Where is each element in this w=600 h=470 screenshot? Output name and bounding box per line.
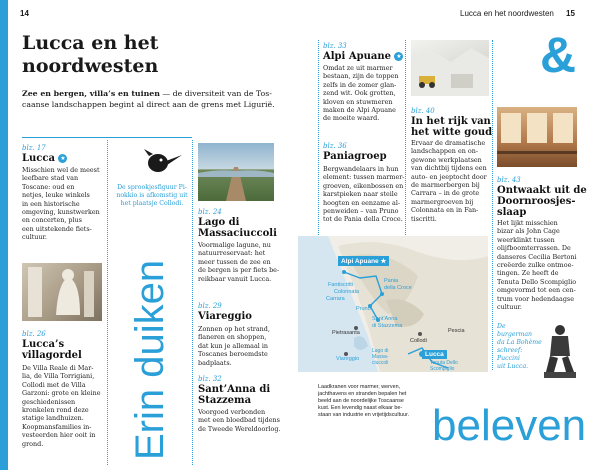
intro-lead: Zee en bergen, villa’s en tuinen (22, 89, 160, 98)
title-doornroosje-line1: Ontwaakt uit de (497, 185, 587, 196)
map-label-pescia: Pescia (448, 328, 465, 334)
title-alpi (323, 51, 403, 62)
title-stazzema-line2: Stazzema (198, 395, 252, 406)
ref-doornroosje: blz. 43 (497, 176, 521, 184)
ref-viareggio: blz. 29 (198, 302, 222, 310)
title-stazzema (198, 384, 270, 406)
divider (107, 140, 108, 465)
region-map (298, 236, 488, 372)
title-witte-goud-line1: In het rijk van (411, 116, 491, 127)
text-alpi: Omdat ze uit marmer bestaan, zijn de toppen zelfs in de zomer glan- zend wit. Ook grotten, kloven en stuwmeren maken de Alpi Apuane de moeite waard. (323, 64, 399, 123)
title-massaciuccoli-line2: Massaciuccoli (198, 228, 277, 239)
marble-caption: Laadkranen voor marmer, werven, jachthavens en stranden bepalen het beeld aan de noordelijke Toscaanse kust. Een levendig naast elkaar be- staan van industrie en vrijetijdscultuur. (318, 384, 410, 418)
pinocchio-icon (140, 146, 184, 176)
page-title-line2: noordwesten (22, 55, 159, 77)
divider (192, 140, 193, 465)
interior-photo (497, 107, 577, 167)
ampersand-logo: & (540, 27, 577, 83)
ref-massaciuccoli: blz. 24 (198, 208, 222, 216)
map-label-stazzema: Sant’Anna di Stazzema (372, 316, 403, 329)
map-label-viareggio: Viareggio (336, 356, 360, 362)
text-massaciuccoli: Voormalige lagune, nu natuurreservaat: het meer tussen de zee en de bergen is per fiets be- reikbaar vanuit Lucca. (198, 241, 280, 283)
ref-lucca: blz. 17 (22, 144, 46, 152)
left-color-strip (0, 0, 8, 470)
star-icon: ★ (396, 53, 402, 60)
map-label-lucca-text: Lucca (425, 351, 444, 358)
divider (318, 40, 319, 235)
divider (405, 40, 406, 235)
intro-rest: — de diversiteit van de Tos- (159, 89, 272, 98)
map-label-fantiscritti: Fantiscritti (328, 282, 354, 288)
title-viareggio: Viareggio (198, 311, 252, 322)
text-paniagroep: Bergwandelaars in hun element: tussen marmer- groeven, eikenbossen en karstpieken naar steile hoogten en eenzame al- penweiden – van Pruno tot de Pania della Croce. (323, 165, 405, 224)
title-doornroosje (497, 185, 587, 218)
lake-photo (198, 143, 274, 201)
quarry-photo (411, 40, 489, 96)
star-icon: ★ (60, 155, 66, 162)
map-label-lago: Lago di Massa- ciuccoli (372, 348, 389, 366)
title-witte-goud-line2: het witte goud (411, 127, 493, 138)
text-witte-goud: Ervaar de dramatische landschappen en on- gewone werkplaatsen van dichtbij tijdens een auto- en jeeptocht door de marmerbergen bij Carrara – in de grote marmergroeven bij Colonnata en in Fan- tiscritti. (411, 139, 487, 223)
text-lucca: Misschien wel de meest leefbare stad van Toscane: oud en netjes, leuke winkels in een historische omgeving, kunstwerken en concerten, plus een uitstekende fiets- cultuur. (22, 166, 100, 242)
text-viareggio: Zonnen op het strand, flaneren en shoppen, dat kun je allemaal in Toscanes beroemdste badplaats. (198, 325, 270, 367)
section-title: Lucca en het noordwesten (460, 9, 554, 18)
ref-paniagroep: blz. 36 (323, 142, 347, 150)
map-label-alpi (338, 256, 389, 266)
title-lucca (22, 153, 67, 164)
title-alpi-text: Alpi Apuane (323, 51, 391, 62)
title-doornroosje-line3: slaap (497, 207, 527, 218)
statue-photo (22, 263, 102, 321)
intro-line2: caanse landschappen begint al direct aan de grens met Ligurië. (22, 100, 275, 109)
title-villagordel-line1: Lucca’s (22, 339, 65, 350)
title-massaciuccoli (198, 217, 277, 239)
map-label-tenuta: Tenuta Dello Scompiglio (430, 360, 458, 372)
title-lucca-text: Lucca (22, 153, 55, 164)
text-stazzema: Voorgoed verbonden met een bloedbad tijdens de Tweede Wereldoorlog. (198, 408, 281, 433)
ref-stazzema: blz. 32 (198, 375, 222, 383)
title-villagordel (22, 339, 82, 361)
title-doornroosje-line2: Doornroosjes- (497, 196, 576, 207)
pinocchio-caption: De sprookjesfiguur Pi- nokkio is afkomstig uit het plaatsje Collodi. (116, 184, 188, 207)
beleven-heading: beleven (432, 401, 587, 450)
title-paniagroep: Paniagroep (323, 151, 387, 162)
ref-witte-goud: blz. 40 (411, 107, 435, 115)
page-number-right: 15 (566, 9, 575, 18)
title-witte-goud (411, 116, 492, 138)
ref-villagordel: blz. 26 (22, 330, 46, 338)
puccini-statue-icon (540, 322, 580, 380)
puccini-caption: De burgerman da La Bohème schreef: Puccini uit Lucca. (497, 323, 542, 370)
text-villagordel: De Villa Reale di Mar- lia, de Villa Torrigiani, Collodi met de Villa Garzoni: grote en kleine geschiedenissen kronkelen rond deze statige landhuizen. Koopmansfamilies in- vesteerden hier ooit in grond. (22, 364, 101, 448)
page-number-left: 14 (20, 9, 29, 18)
map-label-pruno: Pruno (356, 306, 371, 312)
map-label-alpi-text: Alpi Apuane (341, 258, 379, 265)
intro-text (22, 88, 312, 110)
map-label-lucca (422, 350, 447, 359)
divider (22, 137, 192, 138)
page-title-line1: Lucca en het (22, 32, 159, 54)
title-stazzema-line1: Sant’Anna di (198, 384, 271, 395)
erin-duiken-heading: Erin duiken (128, 259, 172, 460)
star-icon: ★ (380, 258, 387, 265)
title-villagordel-line2: villagordel (22, 350, 82, 361)
map-label-pietrasanta: Pietrasanta (332, 330, 360, 336)
title-massaciuccoli-line1: Lago di (198, 217, 240, 228)
page-title (22, 32, 158, 78)
map-label-pania: Pania della Croce (384, 278, 412, 291)
map-label-carrara: Carrara (326, 296, 345, 302)
map-label-colonnata: Colonnata (334, 289, 360, 295)
map-label-collodi: Collodi (410, 338, 427, 344)
text-doornroosje: Het lijkt misschien bizar als John Cage weerklinkt tussen olijfboomterrassen. De danseres Cecilia Bertoni creëerde zulke ontmoe- tingen. Ze heeft de Tenuta Dello Scompiglio omgevormd tot een cen- trum voor hedendaagse cultuur. (497, 219, 577, 312)
ref-alpi: blz. 33 (323, 42, 347, 50)
